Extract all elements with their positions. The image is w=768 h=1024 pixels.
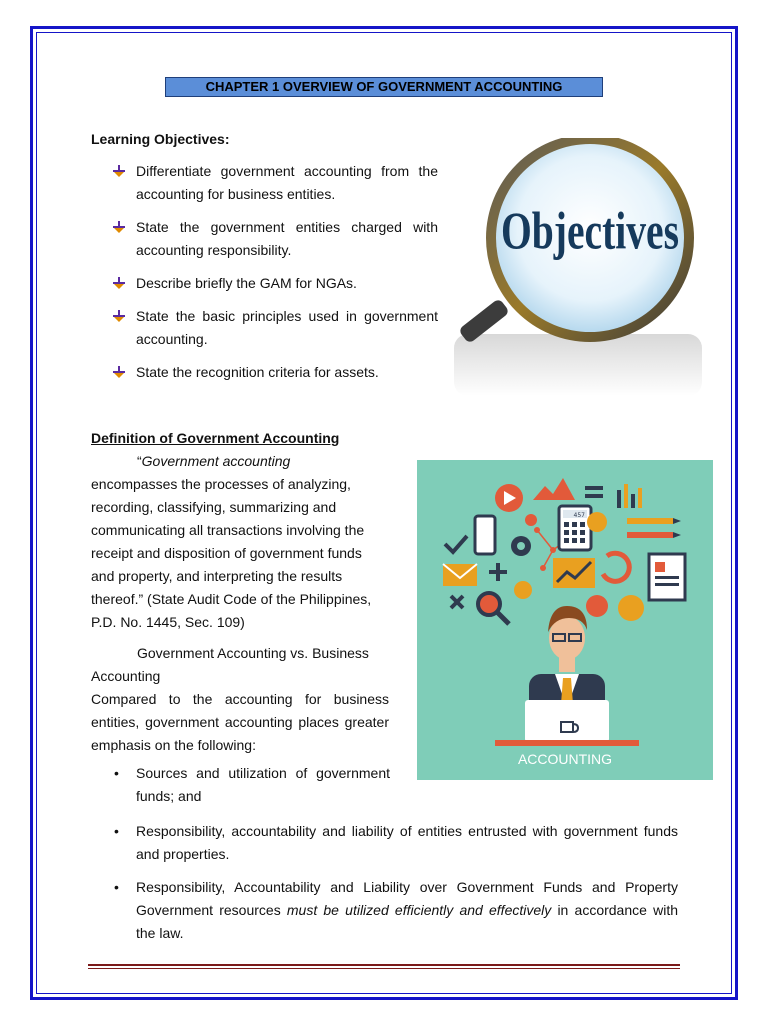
pencil-icon bbox=[627, 518, 673, 524]
phone-icon bbox=[475, 516, 495, 554]
emphasis-item-principle: • Responsibility, Accountability and Liability over Government Funds and Property Government resources must be utilized efficiently and effectively in accordance with the law. bbox=[112, 876, 678, 945]
learning-objectives-heading: Learning Objectives: bbox=[91, 131, 230, 147]
objectives-list bbox=[112, 160, 438, 394]
desk bbox=[495, 740, 639, 746]
accounting-illustration bbox=[417, 460, 713, 780]
arrow-bullet-icon bbox=[112, 365, 126, 379]
quote-mark: “ bbox=[137, 453, 142, 469]
principle-lead: Responsibility, Accountability and Liability over Government Funds and Property bbox=[136, 879, 678, 895]
arrow-bullet-icon bbox=[112, 164, 126, 178]
arrow-bullet-icon bbox=[112, 309, 126, 323]
chapter-title: CHAPTER 1 OVERVIEW OF GOVERNMENT ACCOUNTING bbox=[165, 77, 603, 97]
objective-item: Describe briefly the GAM for NGAs. bbox=[112, 272, 438, 295]
emphasis-item: • Responsibility, accountability and liability of entities entrusted with government funds and properties. bbox=[112, 820, 678, 866]
objective-item: State the recognition criteria for assets. bbox=[112, 361, 438, 384]
search-icon bbox=[478, 593, 500, 615]
objectives-magnifier-image bbox=[446, 138, 708, 400]
pencil-icon bbox=[627, 532, 673, 538]
footer-rule bbox=[88, 964, 680, 966]
accounting-label: ACCOUNTING bbox=[517, 751, 613, 767]
dollar-coin-icon bbox=[587, 512, 607, 532]
principle-emphasis: must be utilized efficiently and effectively bbox=[286, 902, 552, 918]
emphasis-item: • Sources and utilization of government funds; and bbox=[112, 762, 390, 808]
objective-item: State the government entities charged with accounting responsibility. bbox=[112, 216, 438, 262]
objective-item: State the basic principles used in government accounting. bbox=[112, 305, 438, 351]
equals-icon bbox=[585, 486, 603, 490]
definition-text bbox=[91, 450, 389, 757]
definition-heading: Definition of Government Accounting bbox=[91, 430, 340, 446]
quote-term: Government accounting bbox=[141, 453, 291, 469]
comparison-title: Government Accounting vs. Business Accounting bbox=[91, 645, 369, 684]
comparison-intro: Compared to the accounting for business entities, government accounting places greater emphasis on the following: bbox=[91, 691, 389, 753]
objectives-word: Objectives bbox=[500, 202, 680, 261]
calculator-display: 457 bbox=[573, 512, 585, 519]
reflection-shelf bbox=[454, 334, 702, 396]
arrow-bullet-icon bbox=[112, 276, 126, 290]
arrow-bullet-icon bbox=[112, 220, 126, 234]
definition-quote: encompasses the processes of analyzing, recording, classifying, summarizing and communicating all transactions involving the receipt and disposition of government funds and property, and interpreting the results thereof.” (State Audit Code of the Philippines, P.D. No. 1445, Sec. 109) bbox=[91, 476, 372, 630]
emphasis-list bbox=[112, 762, 678, 945]
euro-coin-icon bbox=[586, 595, 608, 617]
pound-coin-icon bbox=[618, 595, 644, 621]
footer-rule-thin bbox=[88, 968, 680, 969]
objective-item: Differentiate government accounting from the accounting for business entities. bbox=[112, 160, 438, 206]
yen-coin-icon bbox=[514, 581, 532, 599]
